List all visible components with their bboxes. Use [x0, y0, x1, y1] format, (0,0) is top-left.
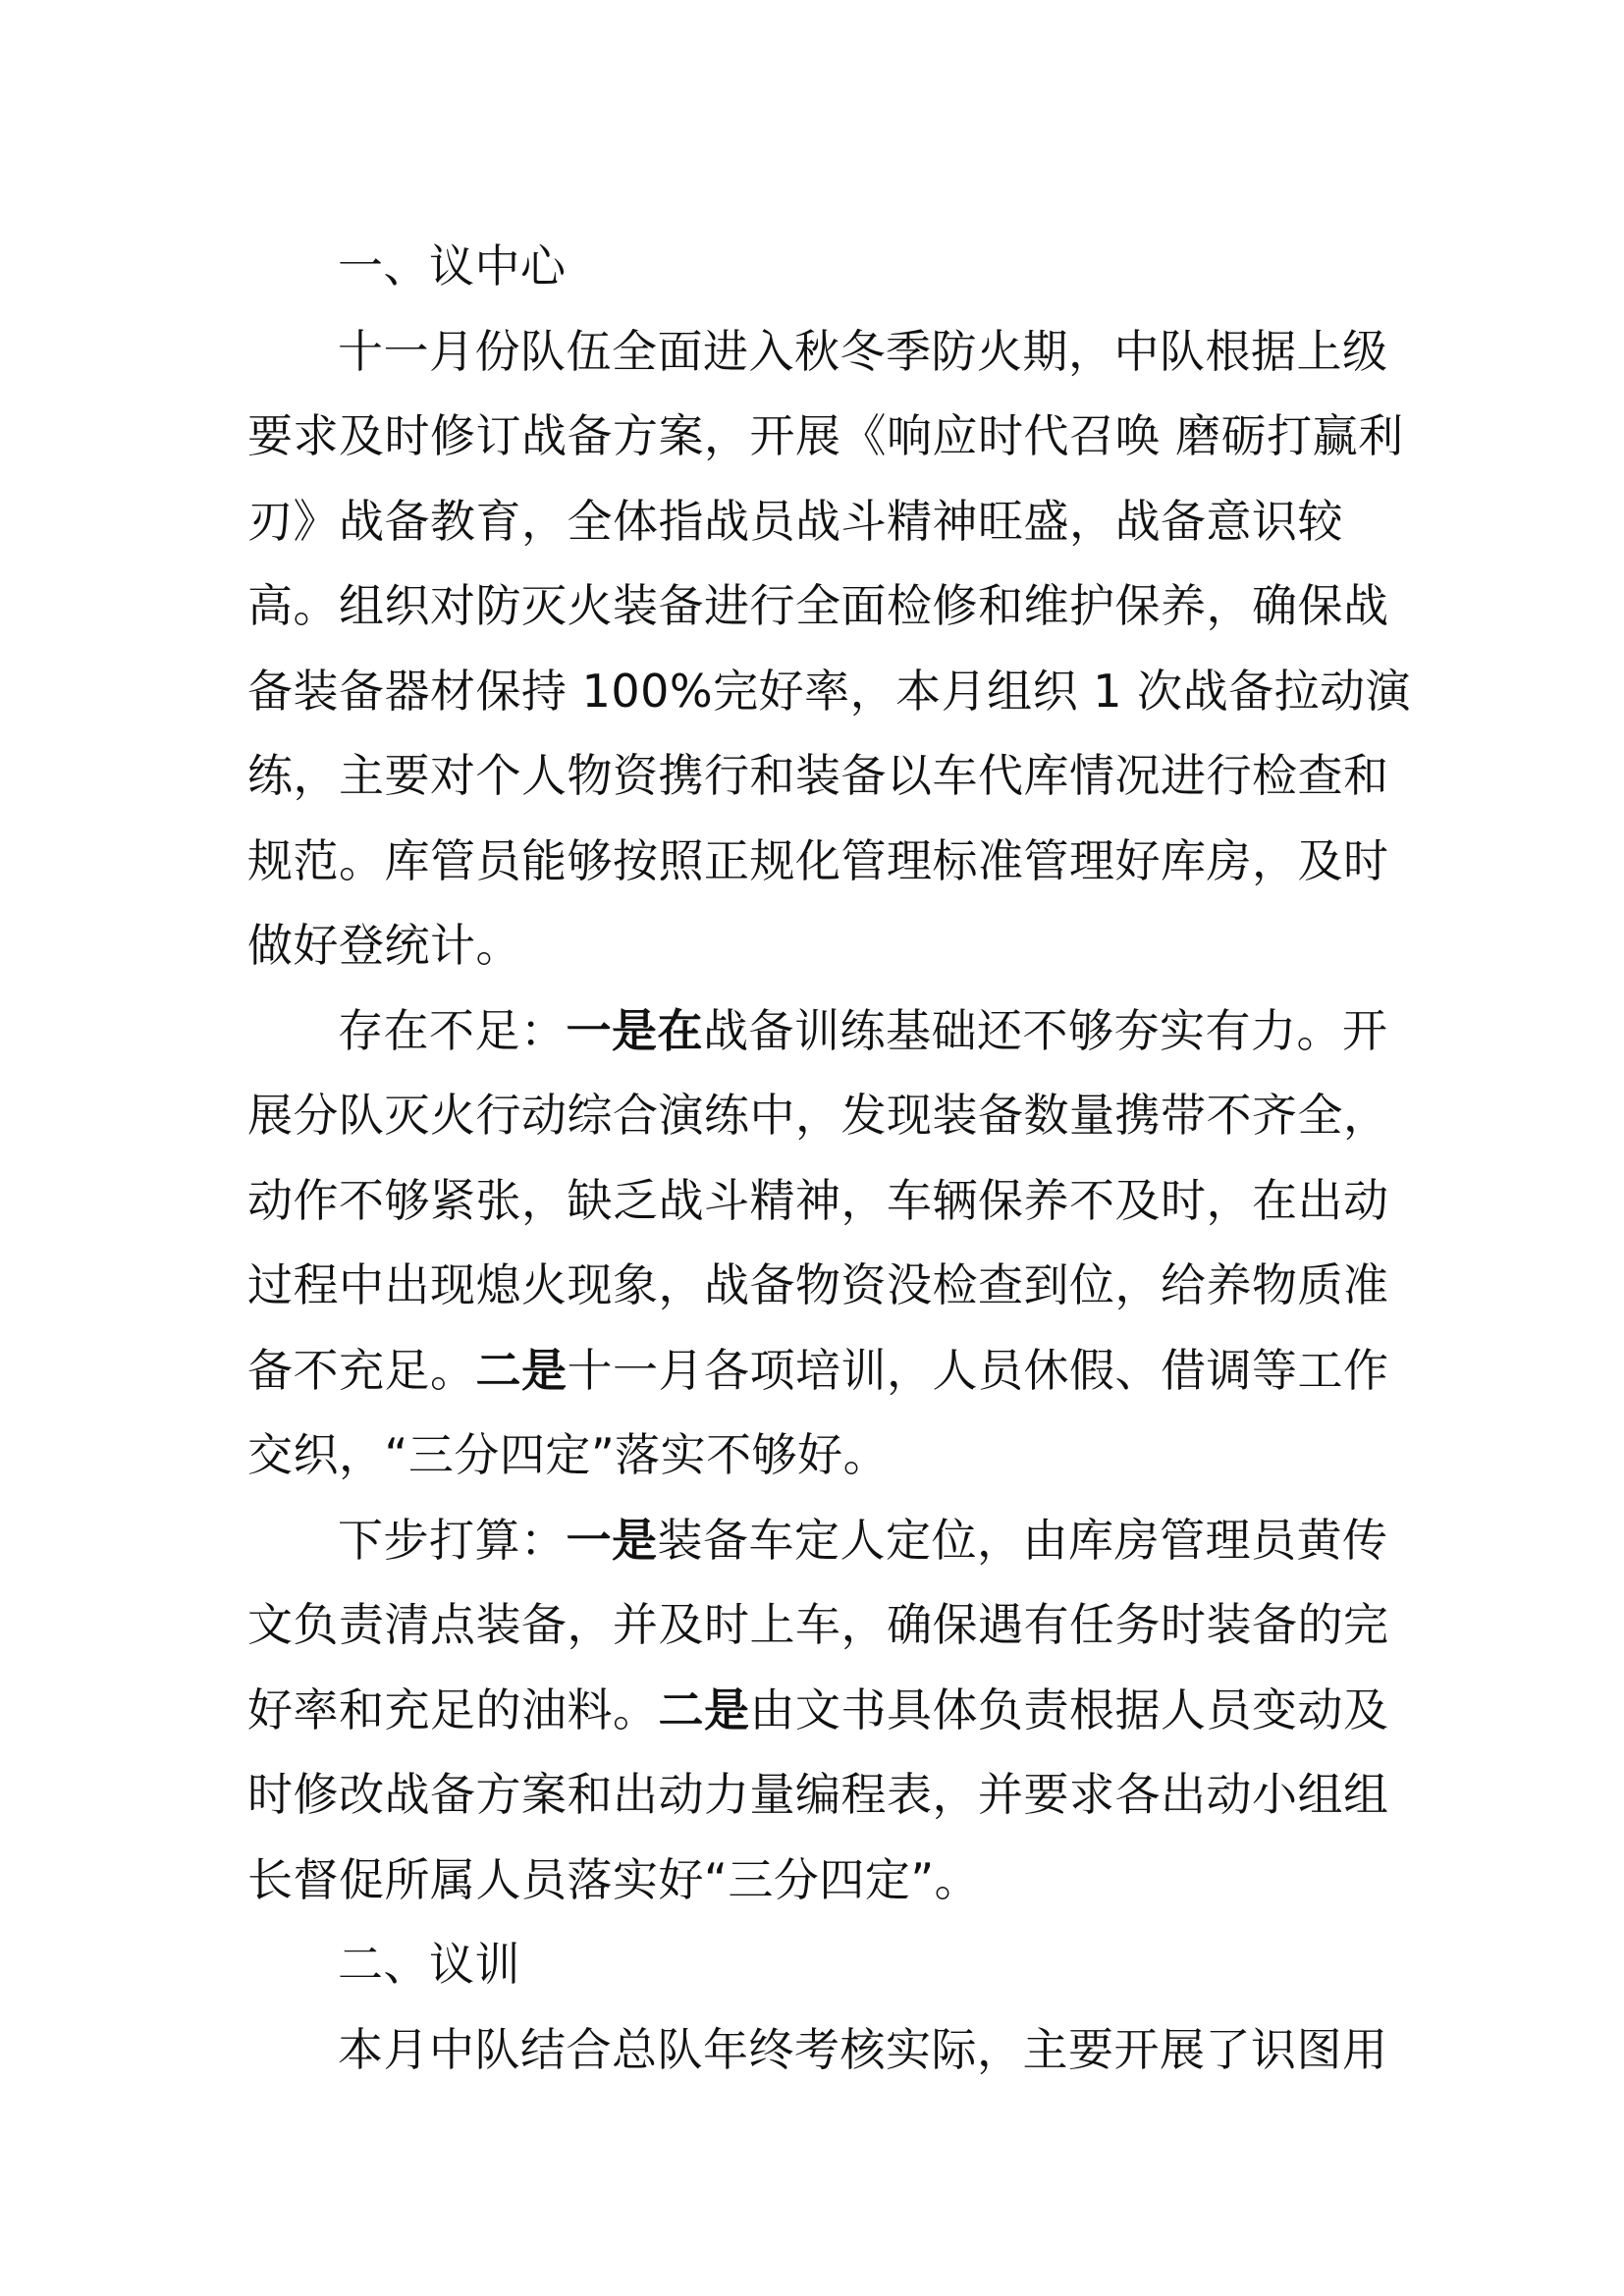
text-line: [247, 988, 1386, 1074]
text-line: 高。组织对防灭火装备进行全面检修和维护保养，确保战: [247, 579, 1389, 632]
inline-text: 好率和充足的油料。: [247, 1682, 659, 1736]
inline-text: 装备车定人定位，由库房管理员黄传: [657, 1513, 1388, 1567]
section-heading-1: 一、议中心: [338, 240, 567, 293]
text-line: [247, 1498, 1386, 1583]
text-line: [247, 1328, 1389, 1414]
paragraph-training: [247, 2007, 1386, 2093]
paragraph-shortcomings: [247, 988, 1389, 1498]
text-line: 备装备器材保持 100%完好率，本月组织 1 次战备拉动演: [247, 664, 1412, 718]
text-line: 做好登统计。: [247, 919, 521, 972]
label-text: 存在不足：: [338, 1003, 567, 1057]
text-line: 刃》战备教育，全体指战员战斗精神旺盛，战备意识较: [247, 494, 1343, 548]
label-text: 下步打算：: [338, 1513, 567, 1567]
text-line: 展分队灭火行动综合演练中，发现装备数量携带不齐全，: [247, 1089, 1389, 1142]
document-body: [247, 224, 1412, 2092]
inline-text: 战备训练基础还不够夯实有力。开: [703, 1003, 1388, 1057]
paragraph-next-steps: [247, 1498, 1389, 1923]
text-line: 动作不够紧张，缺乏战斗精神，车辆保养不及时，在出动: [247, 1173, 1389, 1227]
text-line: 本月中队结合总队年终考核实际，主要开展了识图用: [338, 2022, 1388, 2076]
text-line: 文负责清点装备，并及时上车，确保遇有任务时装备的完: [247, 1598, 1389, 1651]
text-line: 要求及时修订战备方案，开展《响应时代召唤 磨砺打赢利: [247, 409, 1404, 462]
inline-text: 十一月各项培训，人员休假、借调等工作: [567, 1343, 1389, 1397]
text-line: 规范。库管员能够按照正规化管理标准管理好库房，及时: [247, 833, 1389, 887]
inline-text: 备不充足。: [247, 1343, 476, 1397]
text-line: [247, 1668, 1389, 1753]
bold-marker: 二是: [658, 1682, 750, 1736]
text-line: 过程中出现熄火现象，战备物资没检查到位，给养物质准: [247, 1258, 1389, 1311]
text-line: 时修改战备方案和出动力量编程表，并要求各出动小组组: [247, 1768, 1389, 1821]
text-line: 十一月份队伍全面进入秋冬季防火期，中队根据上级: [338, 324, 1388, 378]
text-line: 长督促所属人员落实好“三分四定”。: [247, 1852, 981, 1906]
bold-marker: 二是: [475, 1343, 568, 1397]
text-line: 练，主要对个人物资携行和装备以车代库情况进行检查和: [247, 749, 1389, 802]
section-heading-2: 二、议训: [338, 1938, 520, 1991]
bold-marker: 一是在: [566, 1003, 703, 1057]
paragraph-readiness: [247, 309, 1412, 988]
bold-marker: 一是: [566, 1513, 658, 1567]
text-line: 交织，“三分四定”落实不够好。: [247, 1428, 890, 1481]
inline-text: 由文书具体负责根据人员变动及: [749, 1682, 1389, 1736]
